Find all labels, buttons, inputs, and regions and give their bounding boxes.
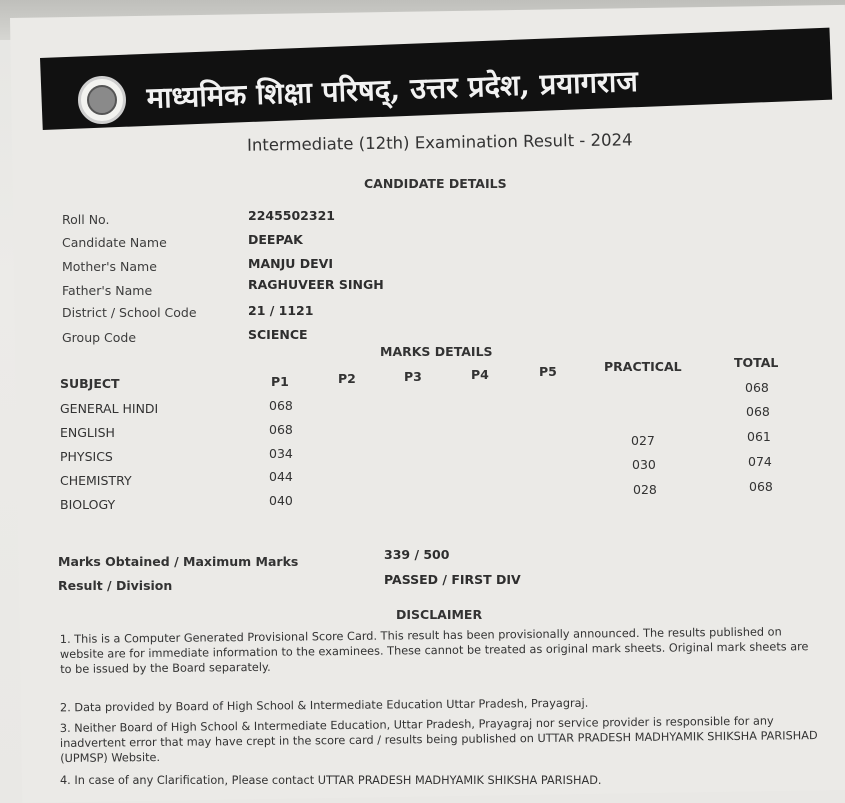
p1-column-header: P1 xyxy=(271,374,289,389)
practical-mark: 028 xyxy=(633,482,657,497)
total-column-header: TOTAL xyxy=(734,355,779,370)
marks-obtained-value: 339 / 500 xyxy=(384,547,450,562)
father-name-label: Father's Name xyxy=(62,283,153,298)
subject-name: GENERAL HINDI xyxy=(60,401,159,416)
disclaimer-heading: DISCLAIMER xyxy=(396,607,483,622)
father-name-value: RAGHUVEER SINGH xyxy=(248,277,384,292)
mother-name-value: MANJU DEVI xyxy=(248,256,333,271)
practical-mark: 027 xyxy=(631,433,655,448)
candidate-details-heading: CANDIDATE DETAILS xyxy=(364,176,507,191)
up-emblem-icon xyxy=(78,76,126,124)
subject-name: PHYSICS xyxy=(60,449,113,464)
roll-no-value: 2245502321 xyxy=(248,208,335,223)
disclaimer-item: 2. Data provided by Board of High School & Intermediate Education Uttar Pradesh, Prayagraj. xyxy=(59,696,589,715)
disclaimer-item: 1. This is a Computer Generated Provisional Score Card. This result has been provisionally announced. The results published on website are for immediate information to the examinees. These cannot be treated as original mark sheets. Original mark sheets are to be issued by the Board separately. xyxy=(59,625,809,676)
p1-mark: 068 xyxy=(269,398,293,413)
result-division-value: PASSED / FIRST DIV xyxy=(384,572,521,587)
candidate-name-label: Candidate Name xyxy=(62,235,167,250)
practical-column-header: PRACTICAL xyxy=(604,359,682,374)
district-school-code-label: District / School Code xyxy=(62,305,197,320)
subject-name: ENGLISH xyxy=(60,425,115,440)
p1-mark: 034 xyxy=(269,446,293,461)
disclaimer-item: 4. In case of any Clarification, Please contact UTTAR PRADESH MADHYAMIK SHIKSHA PARISHAD. xyxy=(60,774,602,787)
district-school-code-value: 21 / 1121 xyxy=(248,303,314,318)
subject-column-header: SUBJECT xyxy=(60,376,120,391)
subject-name: BIOLOGY xyxy=(60,497,116,512)
p1-mark: 040 xyxy=(269,493,293,508)
total-mark: 068 xyxy=(749,479,773,494)
group-code-value: SCIENCE xyxy=(248,327,308,342)
p1-mark: 068 xyxy=(269,422,293,437)
marks-details-heading: MARKS DETAILS xyxy=(380,344,493,359)
total-mark: 074 xyxy=(748,454,772,469)
practical-mark: 030 xyxy=(632,457,656,472)
subject-name: CHEMISTRY xyxy=(60,473,132,488)
total-mark: 068 xyxy=(746,404,770,419)
total-mark: 061 xyxy=(747,429,771,444)
result-division-label: Result / Division xyxy=(58,578,173,593)
mother-name-label: Mother's Name xyxy=(62,259,157,274)
candidate-name-value: DEEPAK xyxy=(248,232,303,247)
p4-column-header: P4 xyxy=(471,367,489,382)
board-title: माध्यमिक शिक्षा परिषद्, उत्तर प्रदेश, प्रयागराज xyxy=(146,63,639,115)
total-mark: 068 xyxy=(745,380,769,395)
p1-mark: 044 xyxy=(269,469,293,484)
p5-column-header: P5 xyxy=(539,364,557,379)
marks-obtained-label: Marks Obtained / Maximum Marks xyxy=(58,554,299,569)
group-code-label: Group Code xyxy=(62,330,137,345)
exam-title: Intermediate (12th) Examination Result - 2024 xyxy=(246,130,633,155)
p2-column-header: P2 xyxy=(338,371,356,386)
p3-column-header: P3 xyxy=(404,369,422,384)
disclaimer-item: 3. Neither Board of High School & Intermediate Education, Uttar Pradesh, Prayagraj nor service provider is responsible for any inadvertent error that may have crept in the score card / results being published on UTTAR PRADESH MADHYAMIK SHIKSHA PARISHAD (UPMSP) Website. xyxy=(59,714,818,766)
roll-no-label: Roll No. xyxy=(62,212,110,227)
